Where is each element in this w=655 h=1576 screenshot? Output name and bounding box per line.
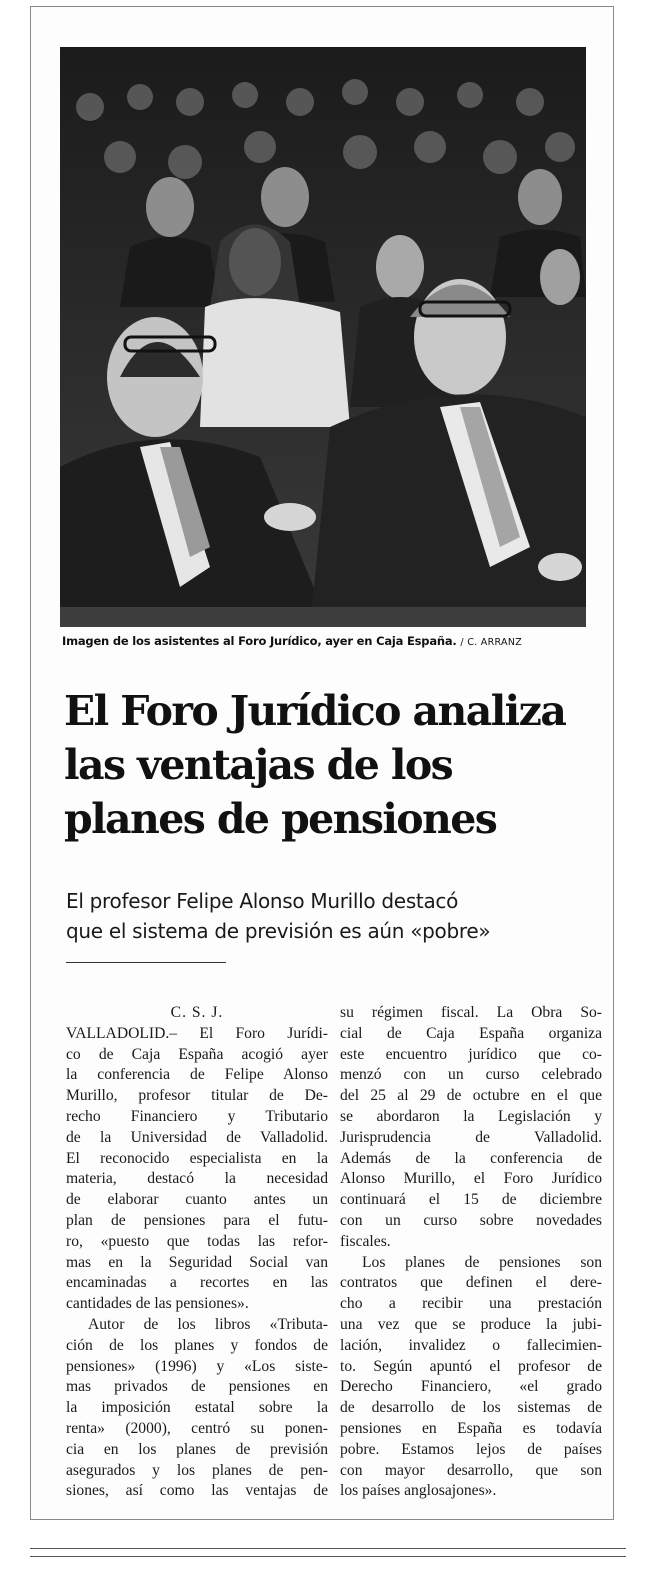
text-line: plan de pensiones para el futu- (66, 1211, 328, 1229)
text-line: con mayor desarrollo, que son (340, 1461, 602, 1479)
text-line: siones, así como las ventajas de (66, 1482, 328, 1500)
text-line: con un curso sobre novedades (340, 1211, 602, 1229)
text-line: ro, «puesto que todas las refor- (66, 1232, 328, 1250)
text-line: renta» (2000), centró su ponen- (66, 1419, 328, 1437)
text-line: la conferencia de Felipe Alonso (66, 1066, 328, 1084)
text-line: Autor de los libros «Tributa- (88, 1315, 328, 1333)
text-line: mas en la Seguridad Social van (66, 1253, 328, 1271)
text-line: contratos que definen el dere- (340, 1274, 602, 1292)
text-line: continuará el 15 de diciembre (340, 1191, 602, 1209)
text-line: ción de los planes y fondos de (66, 1336, 328, 1354)
text-line: del 25 al 29 de octubre en el que (340, 1087, 602, 1105)
text-line: cantidades de las pensiones». (66, 1295, 249, 1313)
headline-line: El Foro Jurídico analiza (64, 687, 566, 735)
text-line: pobre. Estamos lejos de países (340, 1440, 602, 1458)
subheadline-line: que el sistema de previsión es aún «pobre» (66, 919, 491, 943)
text-line: de desarrollo de los sistemas de (340, 1399, 602, 1417)
text-line: pensiones en España es todavía (340, 1419, 602, 1437)
photo-credit: / C. ARRANZ (460, 637, 523, 648)
text-line: to. Según apuntó el profesor de (340, 1357, 602, 1375)
text-line: de la Universidad de Valladolid. (66, 1128, 328, 1146)
text-line: cho a recibir una prestación (340, 1295, 602, 1313)
text-line: Alonso Murillo, el Foro Jurídico (340, 1170, 602, 1188)
text-line: se abordaron la Legislación y (340, 1107, 602, 1125)
photo-caption (62, 634, 602, 648)
text-line: Jurisprudencia de Valladolid. (340, 1128, 602, 1146)
text-line: co de Caja España acogió ayer (66, 1045, 328, 1063)
subheadline (66, 886, 606, 946)
text-line: la imposición estatal sobre la (66, 1399, 328, 1417)
text-line: cia en los planes de previsión (66, 1440, 328, 1458)
text-line: este encuentro jurídico que co- (340, 1045, 602, 1063)
bottom-rule (30, 1556, 626, 1557)
news-photo (60, 47, 586, 627)
text-line: lación, invalidez o fallecimien- (340, 1336, 602, 1354)
subheadline-line: El profesor Felipe Alonso Murillo destacó (66, 889, 459, 913)
text-line: materia, destacó la necesidad (66, 1170, 328, 1188)
text-line: Murillo, profesor titular de De- (66, 1087, 328, 1105)
text-line: fiscales. (340, 1232, 391, 1250)
text-line: de elaborar cuanto antes un (66, 1191, 328, 1209)
bottom-rule (30, 1548, 626, 1549)
article-column-left (66, 1003, 328, 1502)
text-line: encaminadas a recortes en las (66, 1274, 328, 1292)
byline: C. S. J. (170, 1004, 224, 1021)
text-line: los países anglosajones». (340, 1482, 497, 1500)
headline-line: las ventajas de los (64, 741, 453, 789)
text-line: una vez que se produce la jubi- (340, 1315, 602, 1333)
text-line: Los planes de pensiones son (362, 1253, 602, 1271)
text-line: Derecho Financiero, «el grado (340, 1378, 602, 1396)
text-line: Además de la conferencia de (340, 1149, 602, 1167)
text-line: su régimen fiscal. La Obra So- (340, 1004, 602, 1021)
text-line: pensiones» (1996) y «Los siste- (66, 1357, 328, 1375)
text-line: menzó con un curso celebrado (340, 1066, 602, 1084)
article-column-right (340, 1003, 602, 1502)
text-line: mas privados de pensiones en (66, 1378, 328, 1396)
headline-line: planes de pensiones (64, 795, 497, 843)
text-line: asegurados y los planes de pen- (66, 1461, 328, 1479)
headline (64, 684, 604, 846)
text-line: El reconocido especialista en la (66, 1149, 328, 1167)
divider (66, 962, 226, 963)
text-line: recho Financiero y Tributario (66, 1107, 328, 1125)
audience-photo-illustration (60, 47, 586, 627)
caption-text: Imagen de los asistentes al Foro Jurídico, ayer en Caja España. (62, 634, 457, 648)
text-line: VALLADOLID.– El Foro Jurídi- (66, 1024, 328, 1042)
text-line: cial de Caja España organiza (340, 1024, 602, 1042)
